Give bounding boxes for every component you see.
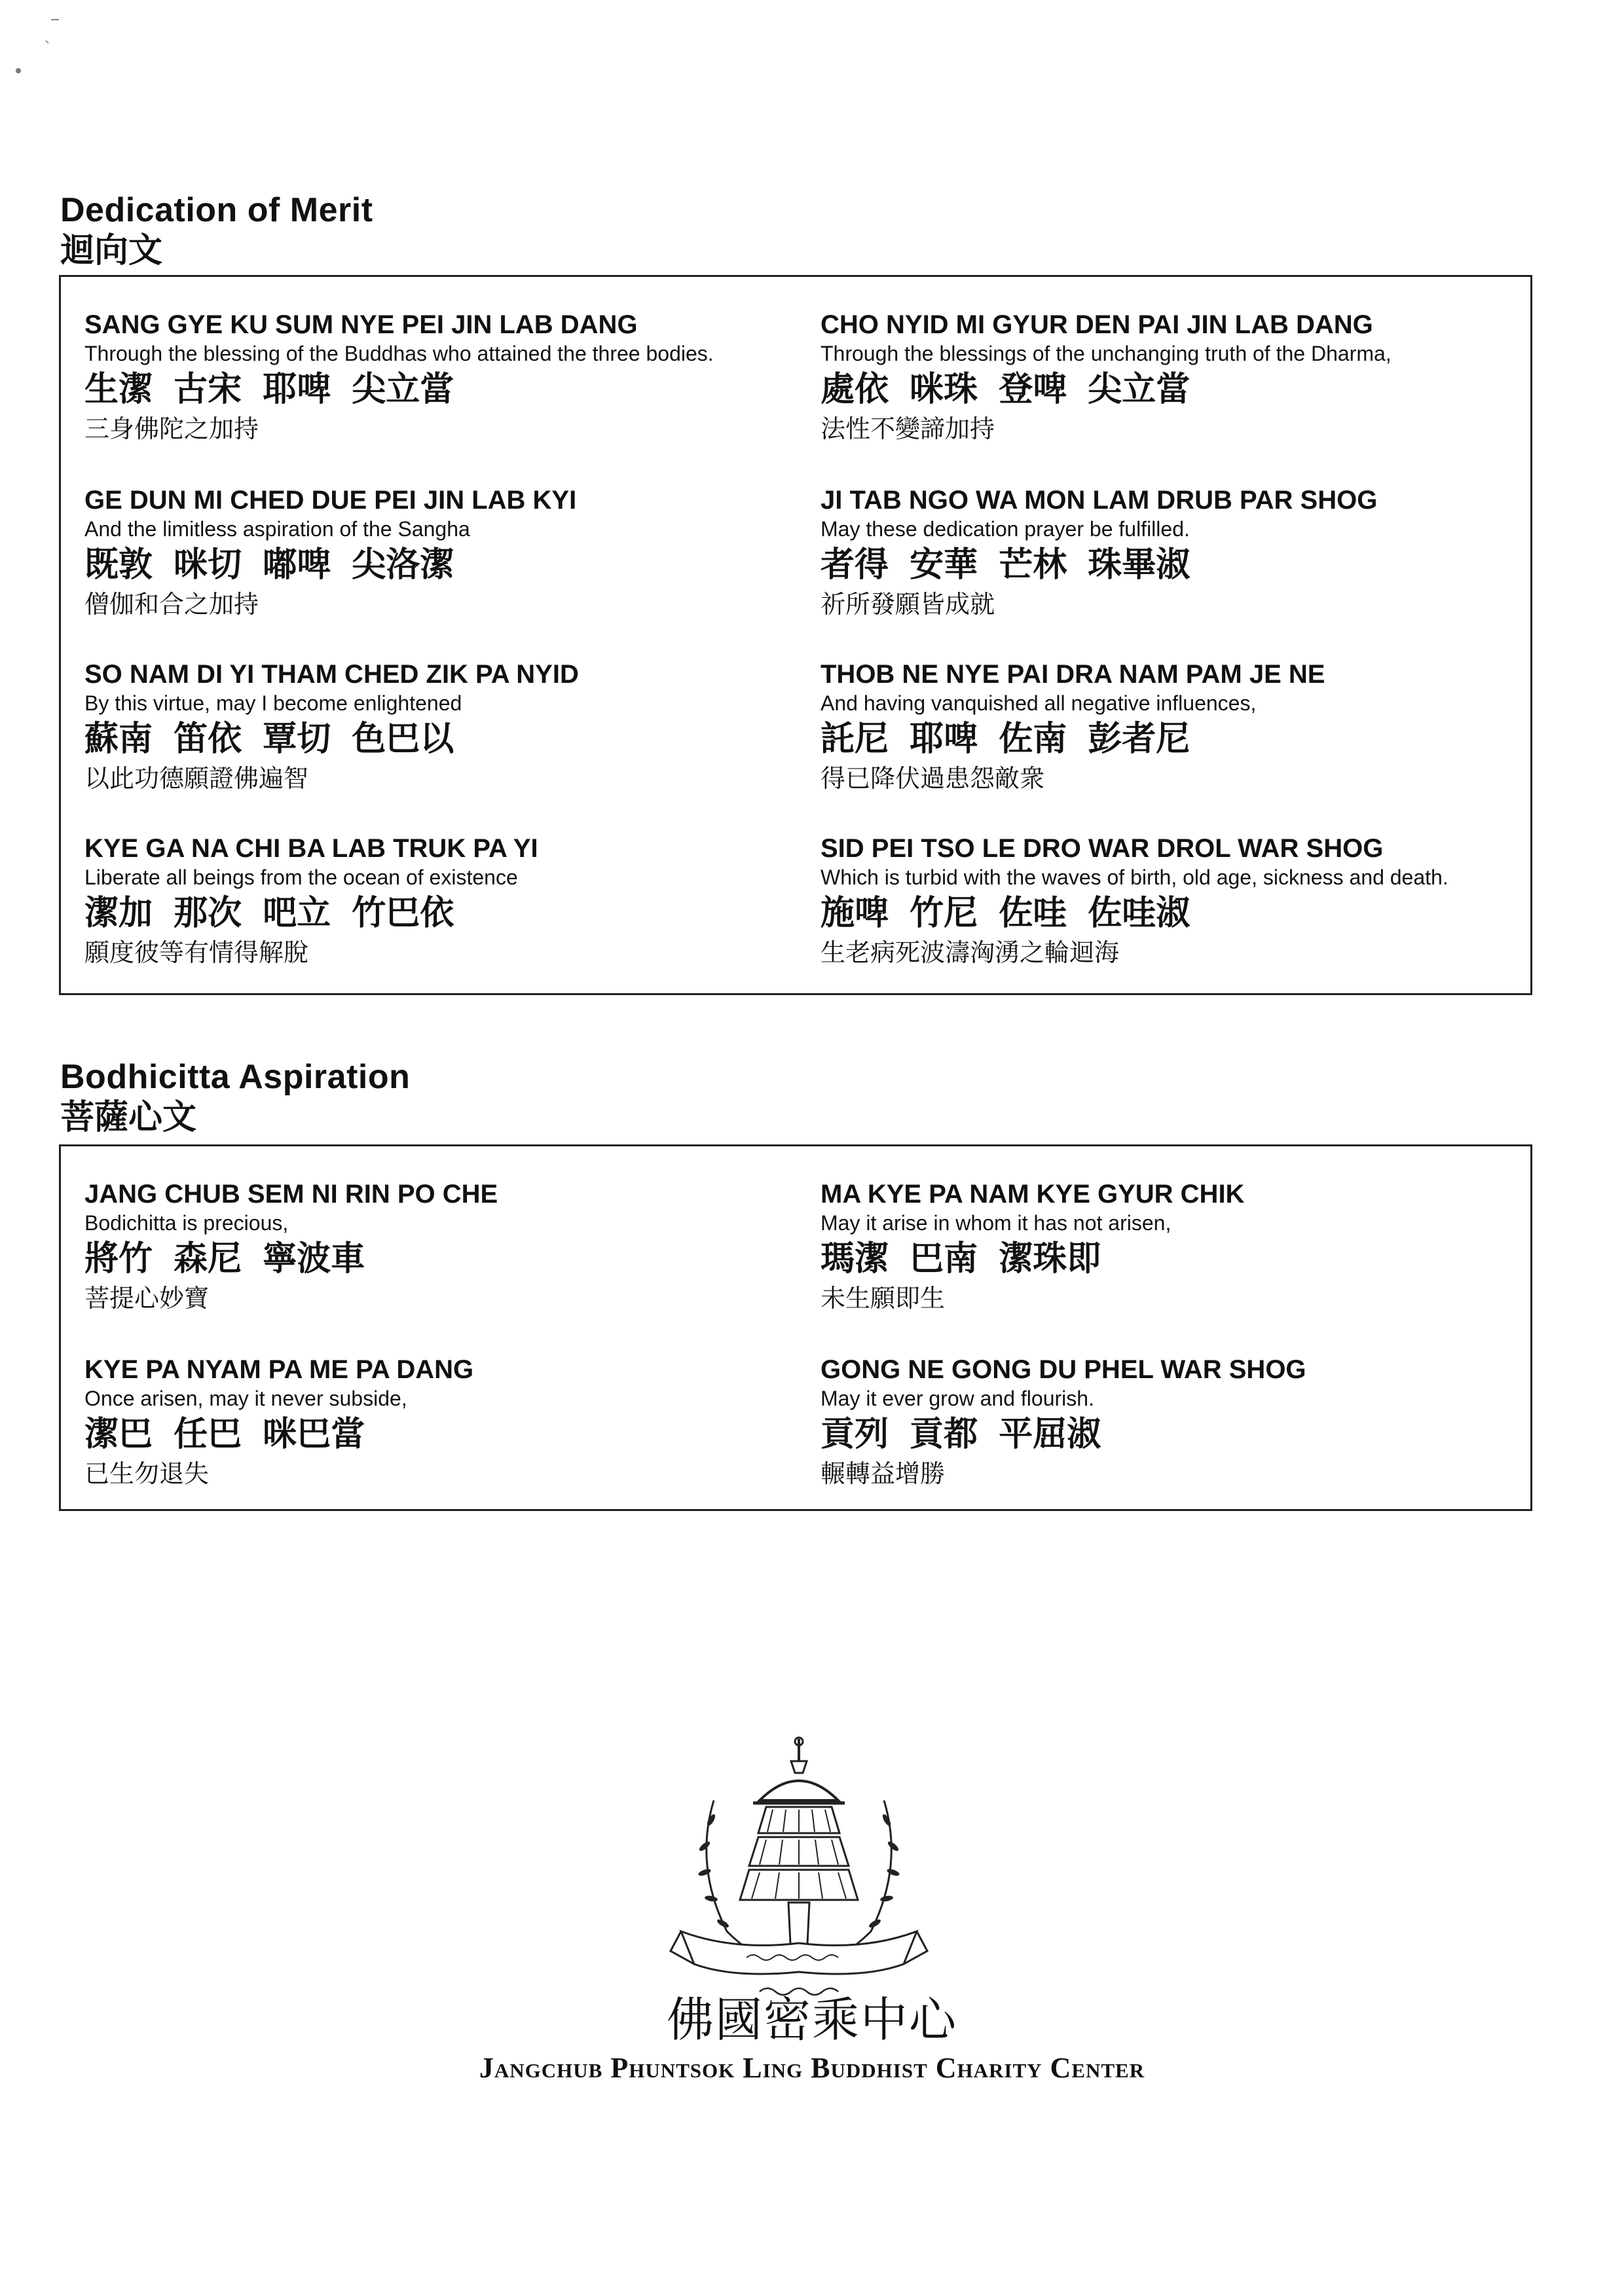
dedication-verse-left-1: [84, 310, 811, 445]
verse-chinese: 得已降伏過患怨敵衆: [821, 764, 1045, 793]
verse-roman: GONG NE GONG DU PHEL WAR SHOG: [821, 1355, 1306, 1384]
verse-roman: KYE GA NA CHI BA LAB TRUK PA YI: [84, 834, 538, 863]
dedication-verse-right-3: [821, 659, 1547, 794]
verse-english: And the limitless aspiration of the Sangha: [84, 517, 470, 541]
verse-roman: CHO NYID MI GYUR DEN PAI JIN LAB DANG: [821, 310, 1373, 339]
verse-english: Bodichitta is precious,: [84, 1211, 289, 1235]
bodhicitta-verse-left-1: [84, 1179, 811, 1314]
verse-transliteration: 將竹 森尼 寧波車: [84, 1239, 365, 1279]
dedication-verse-right-2: [821, 485, 1547, 620]
stupa-emblem-icon: [668, 1735, 930, 2023]
verse-chinese: 僧伽和合之加持: [84, 590, 259, 619]
dedication-box: [59, 275, 1532, 995]
verse-chinese: 願度彼等有情得解脫: [84, 938, 309, 967]
verse-roman: SANG GYE KU SUM NYE PEI JIN LAB DANG: [84, 310, 638, 339]
verse-chinese: 法性不變諦加持: [821, 414, 995, 443]
organization-english-name: Jangchub Phuntsok Ling Buddhist Charity Center: [479, 2052, 1145, 2084]
verse-english: Which is turbid with the waves of birth, old age, sickness and death.: [821, 866, 1449, 889]
verse-chinese: 菩提心妙寶: [84, 1284, 210, 1313]
verse-transliteration: 處依 咪珠 登啤 尖立當: [821, 370, 1190, 409]
verse-english: May it arise in whom it has not arisen,: [821, 1211, 1172, 1235]
verse-transliteration: 託尼 耶啤 佐南 彭者尼: [821, 720, 1190, 759]
bodhicitta-verse-right-2: [821, 1355, 1547, 1489]
verse-transliteration: 潔加 那次 吧立 竹巴依: [84, 894, 454, 933]
dedication-subtitle: 迴向文: [60, 231, 163, 270]
verse-transliteration: 潔巴 任巴 咪巴當: [84, 1415, 365, 1454]
dedication-title: Dedication of Merit: [60, 191, 373, 229]
verse-chinese: 已生勿退失: [84, 1459, 210, 1488]
verse-chinese: 輾轉益增勝: [821, 1459, 946, 1488]
verse-chinese: 以此功德願證佛遍智: [84, 764, 309, 793]
bodhicitta-verse-left-2: [84, 1355, 811, 1489]
bodhicitta-box: [59, 1144, 1532, 1511]
verse-roman: KYE PA NYAM PA ME PA DANG: [84, 1355, 474, 1384]
organization-chinese-name: 佛國密乘中心: [666, 1992, 957, 2047]
verse-transliteration: 生潔 古宋 耶啤 尖立當: [84, 370, 454, 409]
dedication-verse-left-2: [84, 485, 811, 620]
verse-chinese: 未生願即生: [821, 1284, 946, 1313]
verse-english: And having vanquished all negative influences,: [821, 691, 1257, 715]
verse-english: Through the blessings of the unchanging truth of the Dharma,: [821, 342, 1392, 365]
verse-transliteration: 蘇南 笛依 覃切 色巴以: [84, 720, 454, 759]
dedication-verse-left-3: [84, 659, 811, 794]
verse-english: May these dedication prayer be fulfilled.: [821, 517, 1190, 541]
dedication-verse-right-1: [821, 310, 1547, 445]
bodhicitta-title: Bodhicitta Aspiration: [60, 1058, 411, 1096]
scan-marks: [0, 0, 79, 92]
verse-chinese: 祈所發願皆成就: [821, 590, 995, 619]
verse-transliteration: 貢列 貢都 平屈淑: [821, 1415, 1101, 1454]
verse-roman: MA KYE PA NAM KYE GYUR CHIK: [821, 1180, 1245, 1209]
verse-transliteration: 既敦 咪切 嘟啤 尖洛潔: [84, 545, 454, 585]
bodhicitta-verse-right-1: [821, 1179, 1547, 1314]
verse-english: May it ever grow and flourish.: [821, 1387, 1094, 1410]
verse-chinese: 生老病死波濤洶湧之輪迴海: [821, 938, 1120, 967]
verse-roman: JI TAB NGO WA MON LAM DRUB PAR SHOG: [821, 486, 1378, 515]
verse-chinese: 三身佛陀之加持: [84, 414, 259, 443]
verse-roman: THOB NE NYE PAI DRA NAM PAM JE NE: [821, 660, 1325, 689]
verse-transliteration: 瑪潔 巴南 潔珠即: [821, 1239, 1101, 1279]
verse-english: By this virtue, may I become enlightened: [84, 691, 462, 715]
verse-roman: SO NAM DI YI THAM CHED ZIK PA NYID: [84, 660, 579, 689]
bodhicitta-subtitle: 菩薩心文: [60, 1098, 197, 1137]
verse-transliteration: 施啤 竹尼 佐哇 佐哇淑: [821, 894, 1190, 933]
verse-transliteration: 者得 安華 芒林 珠畢淑: [821, 545, 1190, 585]
verse-roman: SID PEI TSO LE DRO WAR DROL WAR SHOG: [821, 834, 1384, 863]
verse-roman: JANG CHUB SEM NI RIN PO CHE: [84, 1180, 498, 1209]
verse-english: Once arisen, may it never subside,: [84, 1387, 407, 1410]
verse-roman: GE DUN MI CHED DUE PEI JIN LAB KYI: [84, 486, 577, 515]
verse-english: Through the blessing of the Buddhas who attained the three bodies.: [84, 342, 714, 365]
dedication-verse-right-4: [821, 833, 1547, 968]
dedication-verse-left-4: [84, 833, 811, 968]
verse-english: Liberate all beings from the ocean of existence: [84, 866, 518, 889]
